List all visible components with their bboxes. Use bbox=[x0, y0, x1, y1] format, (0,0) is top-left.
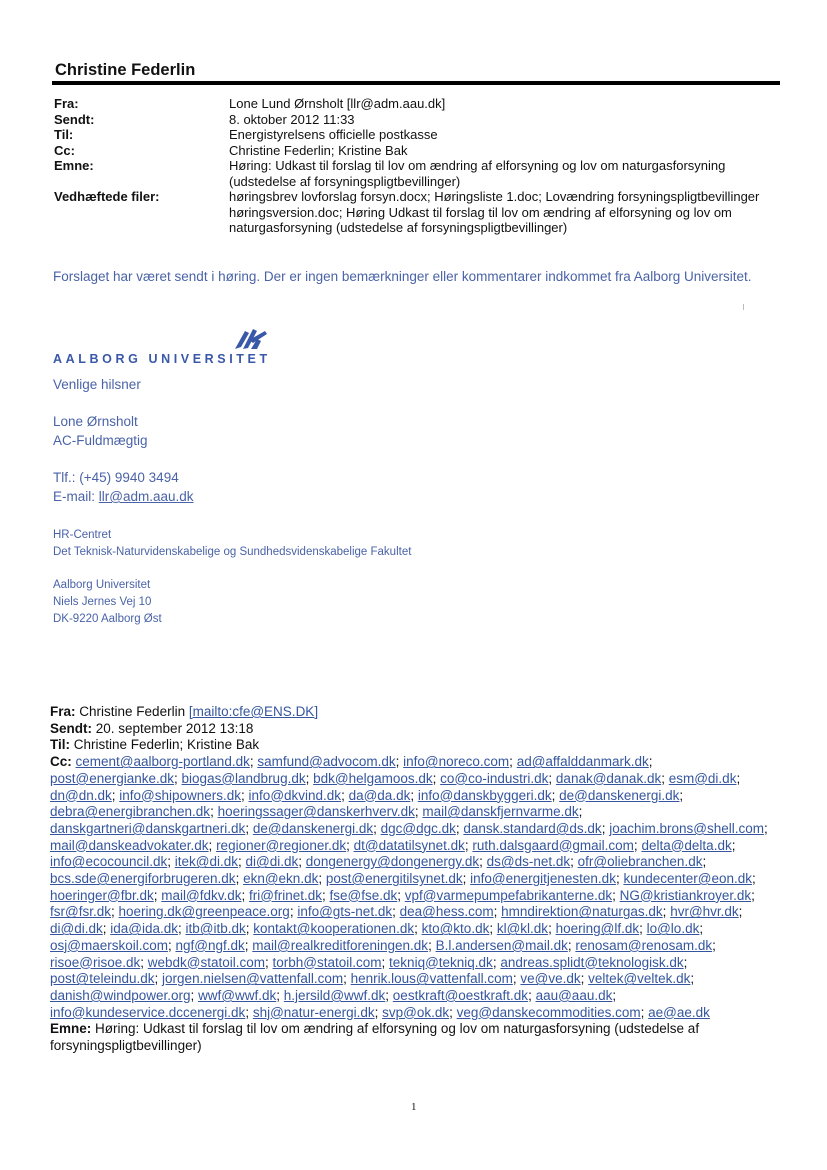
cc-separator: ; bbox=[567, 937, 576, 953]
cc-address-link[interactable]: itb@itb.dk bbox=[185, 921, 246, 937]
cc-separator: ; bbox=[548, 770, 556, 786]
cc-address-link[interactable]: dgc@dgc.dk bbox=[380, 820, 456, 836]
page-number: 1 bbox=[411, 1101, 417, 1113]
cc-address-link[interactable]: torbh@statoil.com bbox=[272, 954, 382, 970]
header-value: Lone Lund Ørnsholt [llr@adm.aau.dk] bbox=[229, 96, 446, 111]
header-row bbox=[54, 143, 779, 159]
fwd-from-value: Christine Federlin bbox=[79, 704, 189, 719]
cc-address-link[interactable]: mail@danskfjernvarme.dk bbox=[422, 804, 579, 820]
cc-separator: ; bbox=[661, 770, 669, 786]
cc-address-link[interactable]: joachim.brons@shell.com bbox=[609, 820, 764, 836]
header-row bbox=[54, 112, 779, 128]
cc-address-link[interactable]: de@danskenergi.dk bbox=[252, 820, 374, 836]
cc-address-link[interactable]: oestkraft@oestkraft.dk bbox=[392, 987, 529, 1003]
cc-address-link[interactable]: svp@ok.dk bbox=[382, 1004, 450, 1020]
header-key: Vedhæftede filer: bbox=[54, 189, 160, 204]
cc-address-link[interactable]: mail@fdkv.dk bbox=[161, 887, 242, 903]
fwd-sent bbox=[50, 721, 780, 738]
cc-separator: ; bbox=[462, 871, 471, 887]
cc-separator: ; bbox=[167, 937, 176, 953]
cc-address-link[interactable]: regioner@regioner.dk bbox=[216, 837, 347, 853]
cc-separator: ; bbox=[683, 954, 688, 970]
cc-separator: ; bbox=[174, 770, 182, 786]
sig-phone: Tlf.: (+45) 9940 3494 bbox=[53, 470, 179, 485]
cc-separator: ; bbox=[381, 954, 390, 970]
cc-separator: ; bbox=[385, 987, 393, 1003]
document-title: Christine Federlin bbox=[55, 61, 196, 79]
cc-address-link[interactable]: fsr@fsr.dk bbox=[50, 904, 111, 920]
header-row bbox=[54, 127, 779, 143]
cc-address-link[interactable]: hoeringssager@danskerhverv.dk bbox=[217, 804, 415, 820]
cc-address-link[interactable]: biogas@landbrug.dk bbox=[181, 770, 306, 786]
cc-separator: ; bbox=[455, 820, 464, 836]
sig-greeting: Venlige hilsner bbox=[53, 377, 141, 392]
header-row bbox=[54, 158, 779, 189]
cc-address-link[interactable]: osj@maerskoil.com bbox=[50, 937, 168, 953]
fwd-sent-label: Sendt: bbox=[50, 720, 92, 736]
cc-address-link[interactable]: post@teleindu.dk bbox=[50, 971, 155, 987]
cc-address-link[interactable]: ofr@oliebranchen.dk bbox=[577, 854, 703, 870]
cc-address-link[interactable]: hoeringer@fbr.dk bbox=[50, 887, 154, 903]
cc-address-link[interactable]: post@energianke.dk bbox=[50, 770, 175, 786]
cc-separator: ; bbox=[245, 921, 254, 937]
cc-separator: ; bbox=[551, 787, 560, 803]
cc-separator: ; bbox=[731, 837, 736, 853]
fwd-from bbox=[50, 704, 780, 721]
header-value: Energistyrelsens officielle postkasse bbox=[229, 127, 438, 142]
cc-separator: ; bbox=[640, 1004, 649, 1020]
cc-address-link[interactable]: dt@datatilsynet.dk bbox=[353, 837, 465, 853]
cc-address-link[interactable]: ve@ve.dk bbox=[520, 971, 581, 987]
cc-separator: ; bbox=[648, 754, 653, 770]
cc-address-link[interactable]: hvr@hvr.dk bbox=[670, 904, 739, 920]
sig-name: Lone Ørnsholt bbox=[53, 414, 138, 429]
cc-address-link[interactable]: hoering@lf.dk bbox=[555, 921, 640, 937]
cc-address-link[interactable]: lo@lo.dk bbox=[646, 921, 700, 937]
cc-address-link[interactable]: post@energitilsynet.dk bbox=[325, 871, 463, 887]
sig-org: Aalborg Universitet bbox=[53, 579, 151, 591]
fwd-to bbox=[50, 737, 780, 754]
cc-separator: ; bbox=[570, 854, 578, 870]
body-note: Forslaget har været sendt i høring. Der er ingen bemærkninger eller kommentarer indkommet fra Aalborg Universitet. bbox=[53, 269, 752, 284]
cc-separator: ; bbox=[318, 871, 326, 887]
cc-address-link[interactable]: veltek@veltek.dk bbox=[588, 971, 691, 987]
cc-address-link[interactable]: bcs.sde@energiforbrugeren.dk bbox=[50, 871, 236, 887]
fwd-to-value: Christine Federlin; Kristine Bak bbox=[73, 737, 260, 753]
cc-address-link[interactable]: info@energitjenesten.dk bbox=[470, 871, 616, 887]
cc-address-link[interactable]: di@di.dk bbox=[50, 921, 103, 937]
fwd-cc bbox=[50, 754, 780, 1021]
cc-separator: ; bbox=[615, 871, 624, 887]
cc-address-link[interactable]: info@kundeservice.dccenergi.dk bbox=[50, 1004, 246, 1020]
header-value: 8. oktober 2012 11:33 bbox=[229, 111, 355, 127]
sig-faculty: Det Teknisk-Naturvidenskabelige og Sundhedsvidenskabelige Fakultet bbox=[53, 546, 412, 558]
fwd-subject-label: Emne: bbox=[50, 1021, 92, 1037]
cc-separator: ; bbox=[244, 937, 253, 953]
cc-address-link[interactable]: vpf@varmepumpefabrikanterne.dk bbox=[404, 887, 613, 903]
cc-separator: ; bbox=[492, 954, 501, 970]
cc-separator: ; bbox=[464, 837, 473, 853]
cc-separator: ; bbox=[738, 904, 743, 920]
header-key: Til: bbox=[54, 127, 74, 142]
cc-address-link[interactable]: ruth.dalsgaard@gmail.com bbox=[472, 837, 634, 853]
cc-address-link[interactable]: di@di.dk bbox=[245, 854, 299, 870]
sig-city: DK-9220 Aalborg Øst bbox=[53, 613, 162, 625]
cc-address-link[interactable]: da@da.dk bbox=[348, 787, 411, 803]
cc-separator: ; bbox=[612, 887, 620, 903]
cc-separator: ; bbox=[289, 904, 298, 920]
cc-address-link[interactable]: ngf@ngf.dk bbox=[175, 937, 245, 953]
cc-address-link[interactable]: ekn@ekn.dk bbox=[243, 871, 319, 887]
cc-address-link[interactable]: kontakt@kooperationen.dk bbox=[253, 921, 415, 937]
cc-separator: ; bbox=[276, 987, 284, 1003]
fwd-from-mailto[interactable]: [mailto:cfe@ENS.DK] bbox=[188, 704, 319, 719]
cc-separator: ; bbox=[392, 904, 400, 920]
cc-separator: ; bbox=[612, 987, 617, 1003]
cc-separator: ; bbox=[580, 971, 589, 987]
cc-address-link[interactable]: jorgen.nielsen@vattenfall.com bbox=[162, 971, 344, 987]
fwd-cc-list bbox=[50, 754, 768, 1020]
cc-separator: ; bbox=[736, 770, 741, 786]
cc-separator: ; bbox=[428, 937, 436, 953]
header-key: Fra: bbox=[54, 96, 79, 111]
cc-separator: ; bbox=[578, 804, 583, 820]
cc-separator: ; bbox=[241, 887, 250, 903]
cc-separator: ; bbox=[245, 1004, 253, 1020]
cc-separator: ; bbox=[343, 971, 351, 987]
header-key: Cc: bbox=[54, 142, 75, 158]
cc-address-link[interactable]: ae@ae.dk bbox=[648, 1004, 710, 1020]
cc-address-link[interactable]: aau@aau.dk bbox=[535, 987, 613, 1003]
cc-separator: ; bbox=[432, 770, 441, 786]
aau-logo bbox=[53, 325, 298, 367]
cc-separator: ; bbox=[241, 787, 249, 803]
cc-address-link[interactable]: dea@hess.com bbox=[399, 904, 494, 920]
cc-address-link[interactable]: info@noreco.com bbox=[403, 754, 510, 770]
cc-address-link[interactable]: mail@danskeadvokater.dk bbox=[50, 837, 209, 853]
cc-address-link[interactable]: info@ecocouncil.dk bbox=[50, 854, 168, 870]
cc-separator: ; bbox=[245, 820, 253, 836]
cc-address-link[interactable]: dongenergy@dongenergy.dk bbox=[305, 854, 480, 870]
sig-title: AC-Fuldmægtig bbox=[53, 433, 148, 448]
cc-separator: ; bbox=[298, 854, 306, 870]
sig-email-line bbox=[53, 489, 194, 504]
cc-address-link[interactable]: veg@danskecommodities.com bbox=[456, 1004, 641, 1020]
title-rule bbox=[52, 81, 780, 85]
cc-address-link[interactable]: henrik.lous@vattenfall.com bbox=[350, 971, 513, 987]
cc-address-link[interactable]: danskgartneri@danskgartneri.dk bbox=[50, 820, 246, 836]
cc-separator: ; bbox=[249, 754, 258, 770]
cc-separator: ; bbox=[208, 837, 217, 853]
cc-address-link[interactable]: samfund@advocom.dk bbox=[257, 754, 396, 770]
cc-separator: ; bbox=[265, 954, 273, 970]
cc-address-link[interactable]: B.l.andersen@mail.dk bbox=[435, 937, 568, 953]
cc-address-link[interactable]: info@shipowners.dk bbox=[119, 787, 242, 803]
aau-logo-icon bbox=[231, 325, 273, 351]
cc-separator: ; bbox=[322, 887, 330, 903]
cc-separator: ; bbox=[752, 871, 756, 887]
cc-separator: ; bbox=[414, 921, 422, 937]
cc-address-link[interactable]: renosam@renosam.dk bbox=[575, 937, 713, 953]
sig-street: Niels Jernes Vej 10 bbox=[53, 596, 152, 608]
cc-address-link[interactable]: tekniq@tekniq.dk bbox=[389, 954, 493, 970]
cc-separator: ; bbox=[489, 921, 497, 937]
cc-separator: ; bbox=[395, 754, 404, 770]
cc-separator: ; bbox=[414, 804, 423, 820]
cc-address-link[interactable]: de@danskenergi.dk bbox=[559, 787, 680, 803]
header-key: Sendt: bbox=[54, 111, 95, 127]
header-value: høringsbrev lovforslag forsyn.docx; Høringsliste 1.doc; Lovændring forsyningspligtbevillinger høringsversion.doc; Høring Udkast til forslag til lov om ændring af elforsyning og lov om naturgasforsyning (udstedelse af forsyningspligtbevillinger) bbox=[229, 189, 760, 235]
cc-separator: ; bbox=[111, 787, 120, 803]
cc-separator: ; bbox=[639, 921, 647, 937]
cc-separator: ; bbox=[235, 871, 244, 887]
cc-separator: ; bbox=[373, 820, 381, 836]
cc-separator: ; bbox=[528, 987, 536, 1003]
cc-separator: ; bbox=[699, 921, 704, 937]
cc-address-link[interactable]: kundecenter@eon.dk bbox=[623, 871, 753, 887]
header-row bbox=[54, 189, 779, 236]
cc-separator: ; bbox=[601, 820, 610, 836]
header-row bbox=[54, 96, 779, 112]
cc-address-link[interactable]: wwf@wwf.dk bbox=[198, 987, 277, 1003]
cc-address-link[interactable]: mail@realkreditforeningen.dk bbox=[252, 937, 429, 953]
cc-separator: ; bbox=[374, 1004, 383, 1020]
cc-separator: ; bbox=[509, 754, 517, 770]
cc-separator: ; bbox=[690, 971, 695, 987]
sig-email-label: E-mail: bbox=[53, 489, 99, 504]
cc-separator: ; bbox=[190, 987, 199, 1003]
cc-separator: ; bbox=[662, 904, 671, 920]
forwarded-message bbox=[50, 704, 780, 1055]
scan-mark bbox=[743, 304, 744, 310]
cc-separator: ; bbox=[512, 971, 521, 987]
cc-address-link[interactable]: ds@ds-net.dk bbox=[486, 854, 571, 870]
cc-separator: ; bbox=[633, 837, 642, 853]
fwd-to-label: Til: bbox=[50, 737, 70, 753]
cc-separator: ; bbox=[712, 937, 716, 953]
cc-address-link[interactable]: kto@kto.dk bbox=[421, 921, 490, 937]
cc-address-link[interactable]: co@co-industri.dk bbox=[440, 770, 549, 786]
cc-address-link[interactable]: NG@kristiankroyer.dk bbox=[619, 887, 752, 903]
cc-address-link[interactable]: info@danskbyggeri.dk bbox=[417, 787, 552, 803]
header-value: Christine Federlin; Kristine Bak bbox=[229, 142, 408, 158]
cc-address-link[interactable]: risoe@risoe.dk bbox=[50, 954, 141, 970]
fwd-sent-value: 20. september 2012 13:18 bbox=[95, 720, 254, 736]
cc-address-link[interactable]: h.jersild@wwf.dk bbox=[283, 987, 386, 1003]
cc-address-link[interactable]: info@dkvind.dk bbox=[248, 787, 342, 803]
cc-separator: ; bbox=[346, 837, 354, 853]
cc-address-link[interactable]: fri@frinet.dk bbox=[249, 887, 323, 903]
cc-address-link[interactable]: fse@fse.dk bbox=[329, 887, 398, 903]
cc-separator: ; bbox=[449, 1004, 457, 1020]
cc-separator: ; bbox=[305, 770, 314, 786]
cc-separator: ; bbox=[493, 904, 502, 920]
header-value: Høring: Udkast til forslag til lov om ændring af elforsyning og lov om naturgasforsyning (udstedelse af forsyningspligtbevillinger) bbox=[229, 158, 726, 189]
header-key: Emne: bbox=[54, 158, 94, 173]
cc-address-link[interactable]: shj@natur-energi.dk bbox=[252, 1004, 375, 1020]
cc-address-link[interactable]: webdk@statoil.com bbox=[147, 954, 266, 970]
cc-address-link[interactable]: hoering.dk@greenpeace.org bbox=[118, 904, 290, 920]
cc-separator: ; bbox=[397, 887, 405, 903]
cc-separator: ; bbox=[154, 971, 163, 987]
cc-address-link[interactable]: andreas.splidt@teknologisk.dk bbox=[500, 954, 684, 970]
fwd-subject bbox=[50, 1021, 780, 1054]
cc-separator: ; bbox=[702, 854, 707, 870]
sig-dept: HR-Centret bbox=[53, 529, 112, 541]
cc-address-link[interactable]: ad@affalddanmark.dk bbox=[516, 754, 649, 770]
fwd-subject-value: Høring: Udkast til forslag til lov om ændring af elforsyning og lov om naturgasforsyning (udstedelse af forsyningspligtbevillinger) bbox=[50, 1021, 700, 1054]
cc-separator: ; bbox=[110, 904, 119, 920]
cc-separator: ; bbox=[153, 887, 162, 903]
cc-address-link[interactable]: kl@kl.dk bbox=[496, 921, 549, 937]
cc-address-link[interactable]: bdk@helgamoos.dk bbox=[313, 770, 433, 786]
fwd-cc-label: Cc: bbox=[50, 754, 72, 770]
cc-separator: ; bbox=[751, 887, 755, 903]
fwd-from-label: Fra: bbox=[50, 704, 76, 719]
cc-separator: ; bbox=[410, 787, 418, 803]
cc-address-link[interactable]: danak@danak.dk bbox=[555, 770, 662, 786]
cc-address-link[interactable]: info@gts-net.dk bbox=[297, 904, 393, 920]
cc-separator: ; bbox=[479, 854, 487, 870]
cc-address-link[interactable]: debra@energibranchen.dk bbox=[50, 804, 211, 820]
cc-separator: ; bbox=[341, 787, 349, 803]
cc-address-link[interactable]: danish@windpower.org bbox=[50, 987, 191, 1003]
cc-address-link[interactable]: esm@di.dk bbox=[668, 770, 737, 786]
cc-address-link[interactable]: dansk.standard@ds.dk bbox=[463, 820, 602, 836]
aau-logo-text: AALBORG UNIVERSITET bbox=[53, 352, 271, 366]
cc-address-link[interactable]: hmndirektion@naturgas.dk bbox=[501, 904, 663, 920]
cc-address-link[interactable]: delta@delta.dk bbox=[641, 837, 732, 853]
cc-separator: ; bbox=[178, 921, 186, 937]
cc-separator: ; bbox=[102, 921, 111, 937]
email-header-table bbox=[54, 96, 779, 236]
cc-address-link[interactable]: ida@ida.dk bbox=[110, 921, 178, 937]
cc-separator: ; bbox=[679, 787, 684, 803]
cc-separator: ; bbox=[140, 954, 148, 970]
cc-separator: ; bbox=[238, 854, 246, 870]
sig-email-link[interactable]: llr@adm.aau.dk bbox=[98, 489, 194, 504]
cc-address-link[interactable]: dn@dn.dk bbox=[50, 787, 112, 803]
cc-separator: ; bbox=[548, 921, 556, 937]
cc-separator: ; bbox=[763, 820, 768, 836]
cc-address-link[interactable]: cement@aalborg-portland.dk bbox=[75, 754, 250, 770]
cc-separator: ; bbox=[210, 804, 218, 820]
cc-separator: ; bbox=[167, 854, 175, 870]
cc-address-link[interactable]: itek@di.dk bbox=[174, 854, 239, 870]
